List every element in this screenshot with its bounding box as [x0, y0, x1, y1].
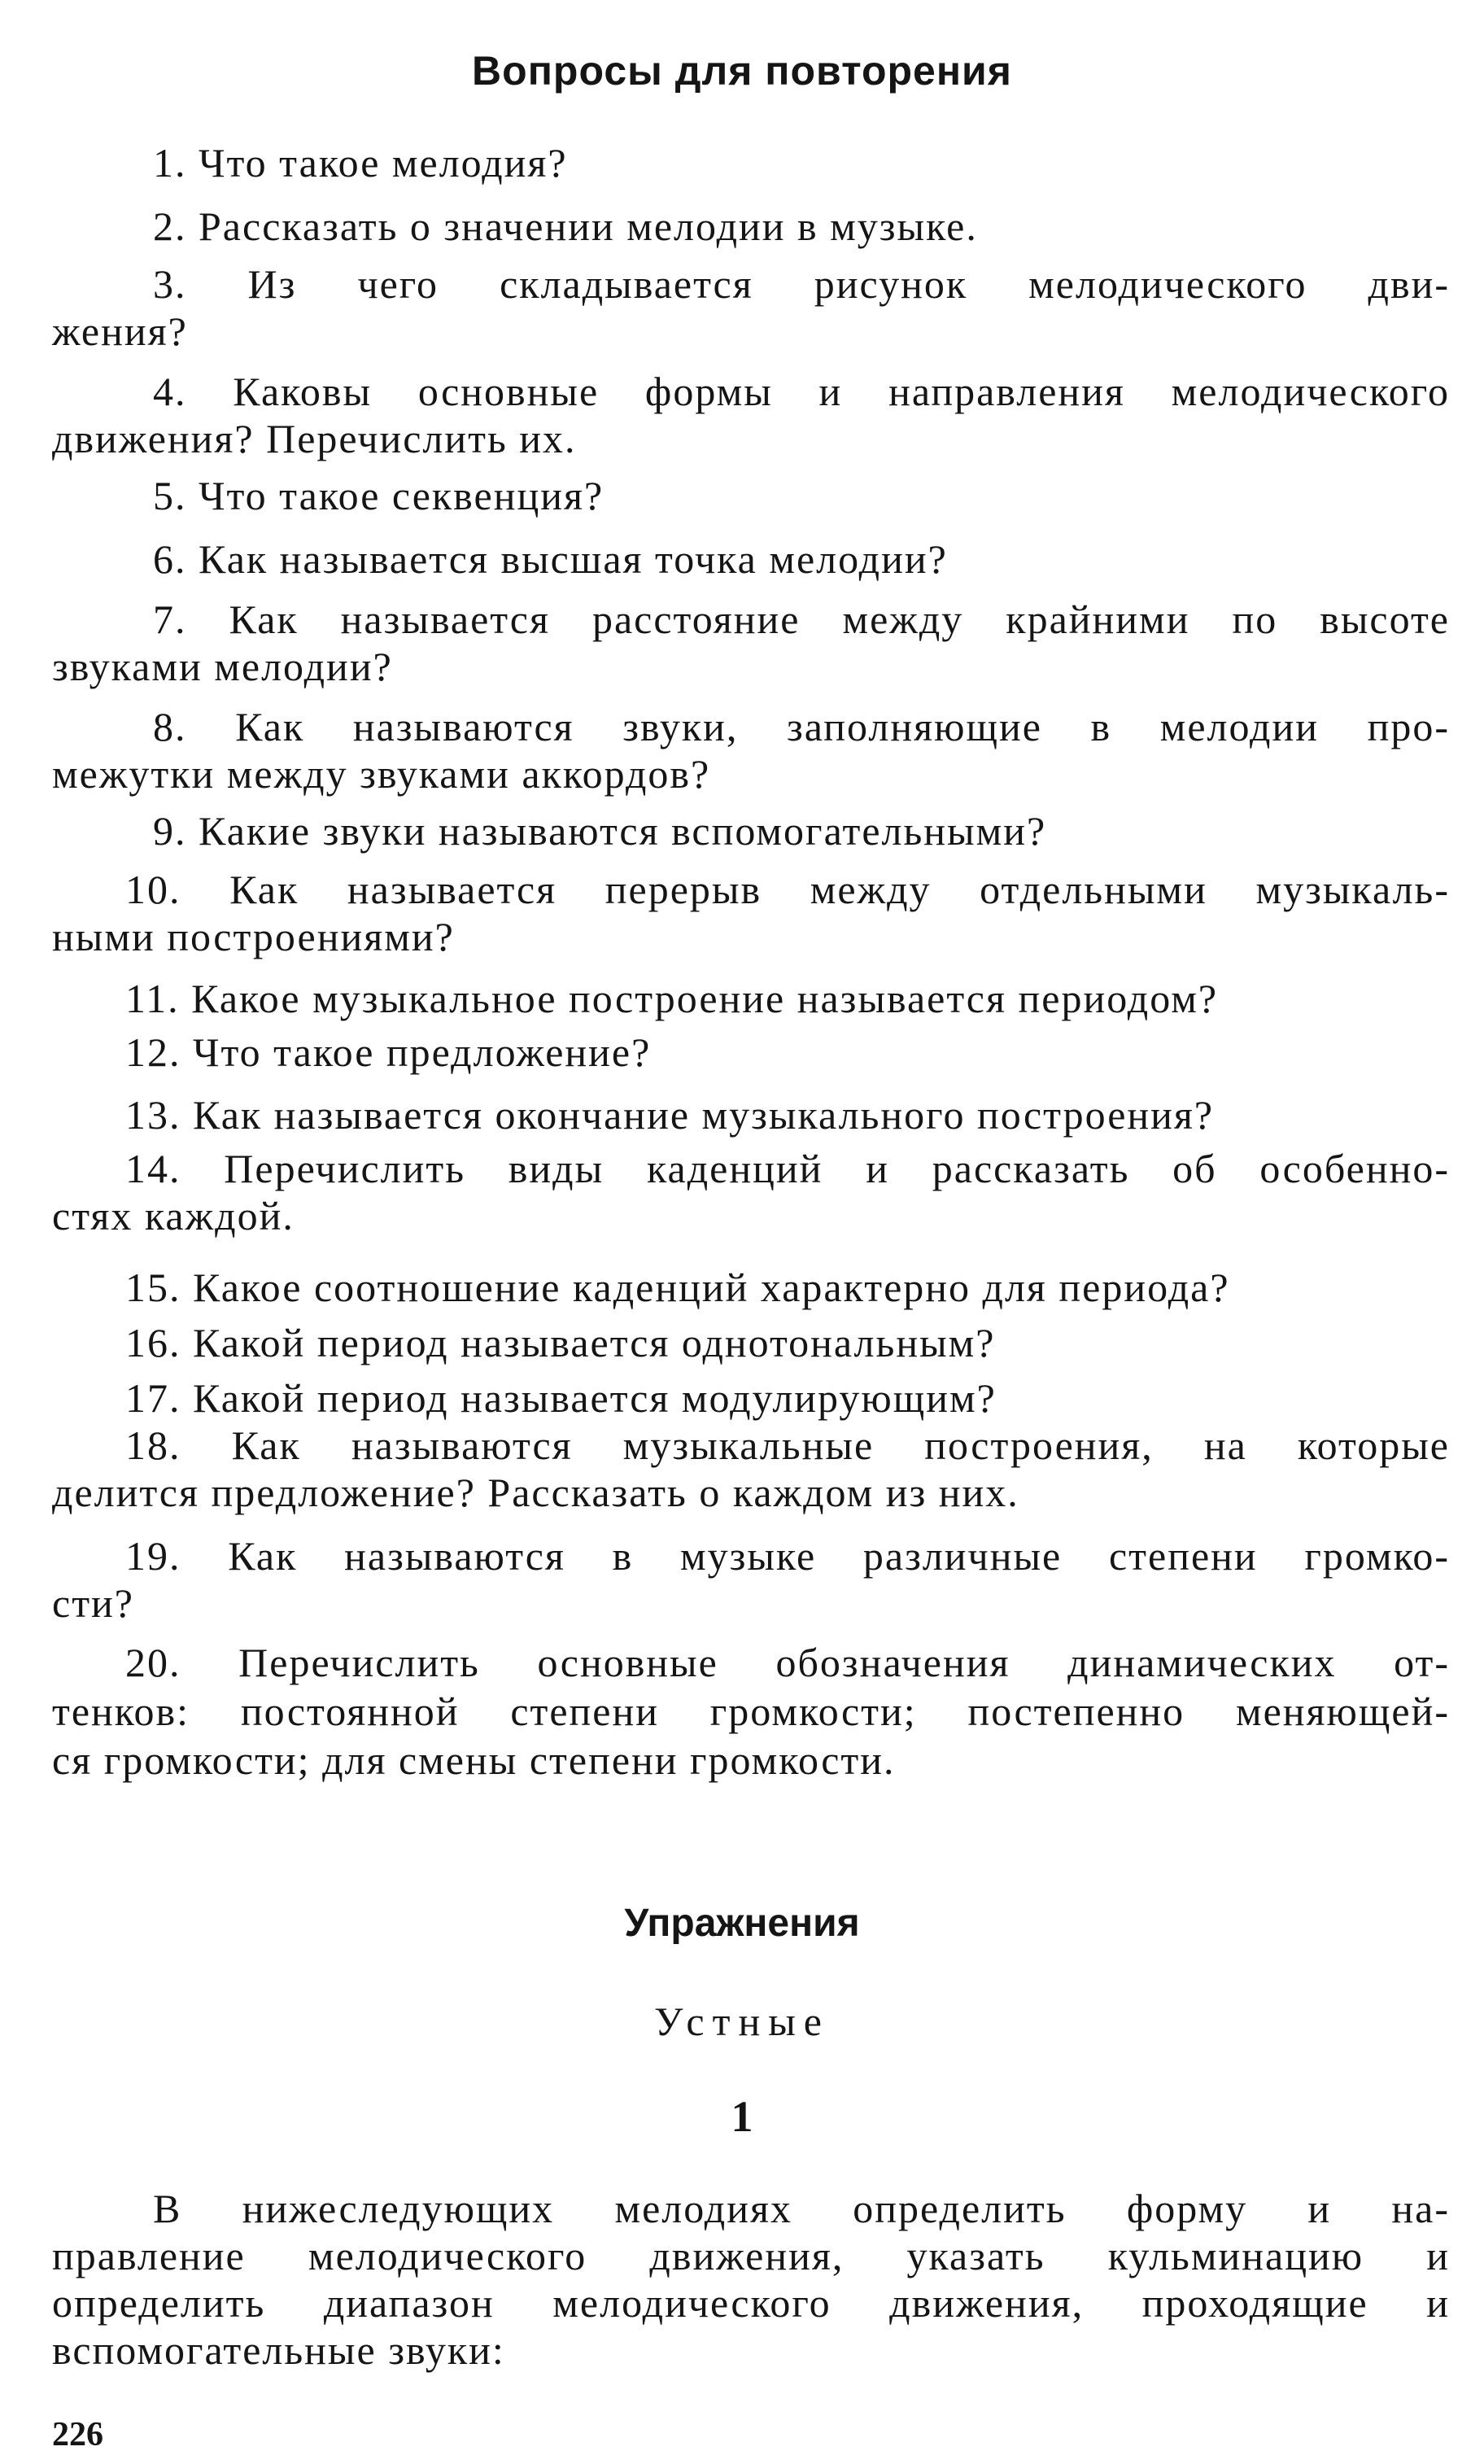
text-line: 12. Что такое предложение? [125, 1029, 652, 1075]
text-line: стях каждой. [52, 1193, 295, 1239]
question-item [52, 203, 1450, 250]
text-line: межутки между звуками аккордов? [52, 751, 711, 797]
text-line: 3. Из чего складывается рисунок мелодического дви- [153, 261, 1450, 307]
text-line: определить диапазон мелодического движения, проходящие и [52, 2280, 1450, 2326]
question-item [52, 1091, 1450, 1138]
exercise-text [52, 2185, 1450, 2374]
question-item [52, 866, 1450, 960]
text-line: 1. Что такое мелодия? [153, 140, 568, 186]
text-line: 15. Какое соотношение каденций характерно для периода? [125, 1265, 1230, 1310]
text-line: 4. Каковы основные формы и направления мелодического [153, 369, 1450, 414]
question-item [52, 139, 1450, 186]
question-item [52, 535, 1450, 583]
text-line: 14. Перечислить виды каденций и рассказать об особенно- [125, 1146, 1450, 1191]
text-line: движения? Перечислить их. [52, 416, 577, 461]
text-line: 2. Рассказать о значении мелодии в музыке. [153, 203, 978, 249]
question-item [52, 1145, 1450, 1239]
text-line: 20. Перечислить основные обозначения динамических от- [125, 1640, 1450, 1685]
question-item [52, 1532, 1450, 1627]
text-line: правление мелодического движения, указать кульминацию и [52, 2233, 1450, 2278]
question-item [52, 1029, 1450, 1076]
question-item [52, 1264, 1450, 1311]
question-item [52, 703, 1450, 797]
text-line: 18. Как называются музыкальные построения, на которые [125, 1422, 1450, 1468]
text-line: 17. Какой период называется модулирующим? [125, 1375, 997, 1421]
question-item [52, 260, 1450, 355]
text-line: тенков: постоянной степени громкости; постепенно меняющей- [52, 1689, 1450, 1734]
text-line: делится предложение? Рассказать о каждом из них. [52, 1470, 1019, 1515]
question-item [52, 1638, 1450, 1785]
text-line: 5. Что такое секвенция? [153, 473, 605, 518]
text-line: 7. Как называется расстояние между крайними по высоте [153, 596, 1450, 642]
text-line: 16. Какой период называется однотональным? [125, 1320, 996, 1365]
exercises-subheading: Устные [654, 1999, 830, 2044]
text-line: 6. Как называется высшая точка мелодии? [153, 536, 948, 582]
text-line: жения? [52, 308, 188, 354]
text-line: 10. Как называется перерыв между отдельными музыкаль- [125, 867, 1450, 912]
text-line: звуками мелодии? [52, 644, 393, 689]
question-item [52, 1319, 1450, 1366]
text-line: 13. Как называется окончание музыкального построения? [125, 1092, 1215, 1138]
page-number: 226 [52, 2416, 103, 2453]
text-line: 9. Какие звуки называются вспомогательными? [153, 808, 1047, 854]
text-line: В нижеследующих мелодиях определить форму и на- [153, 2186, 1450, 2231]
text-line: вспомогательные звуки: [52, 2327, 505, 2373]
question-item [52, 368, 1450, 462]
text-line: 19. Как называются в музыке различные степени громко- [125, 1533, 1450, 1579]
exercise-number: 1 [731, 2092, 753, 2141]
question-item [52, 596, 1450, 690]
exercises-heading: Упражнения [624, 1902, 860, 1945]
question-item [52, 807, 1450, 854]
text-line: ными построениями? [52, 914, 455, 959]
text-line: ся громкости; для смены степени громкости. [52, 1737, 896, 1783]
question-item [52, 1422, 1450, 1516]
question-item [52, 1374, 1450, 1422]
question-item [52, 975, 1450, 1022]
text-line: 11. Какое музыкальное построение называется периодом? [125, 976, 1219, 1021]
page-title: Вопросы для повторения [472, 48, 1012, 94]
text-line: 8. Как называются звуки, заполняющие в мелодии про- [153, 704, 1450, 749]
question-item [52, 472, 1450, 519]
text-line: сти? [52, 1580, 134, 1626]
